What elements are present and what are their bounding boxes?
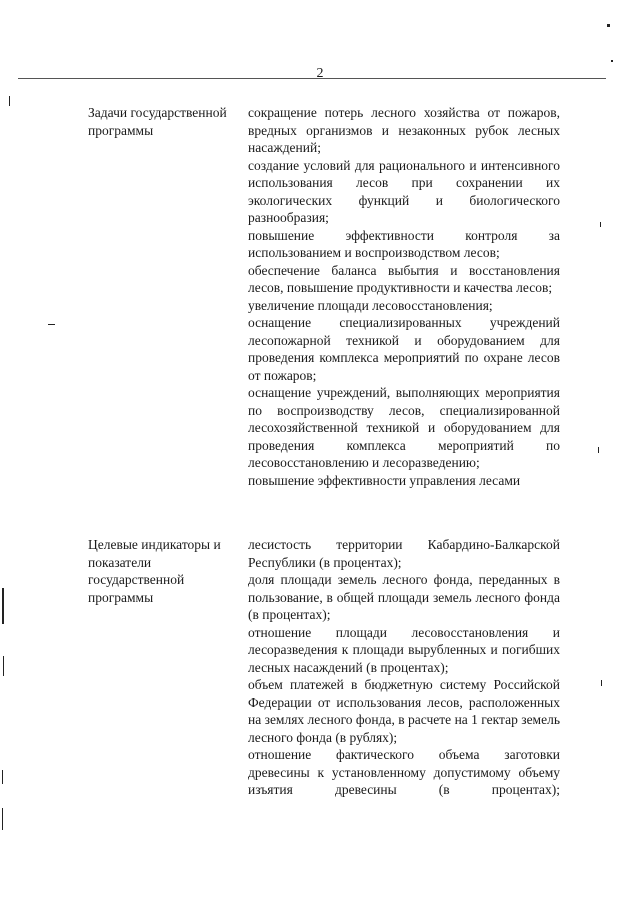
indicators-item: доля площади земель лесного фонда, переданных в пользование, в общей площади земель лесного фонда (в процентах);: [248, 572, 560, 622]
tasks-item: оснащение специализированных учреждений лесопожарной техникой и оборудованием для проведения комплекса мероприятий по охране лесов от пожаров;: [248, 315, 560, 383]
scan-mark: [2, 588, 4, 624]
header-rule: [18, 78, 606, 79]
indicators-label: Целевые индикаторы и показатели государственной программы: [88, 537, 221, 605]
indicators-list: [248, 536, 560, 799]
scan-mark: [598, 447, 599, 453]
scan-mark: [601, 680, 602, 686]
indicators-item: отношение фактического объема заготовки древесины к установленному допустимому объему изъятия древесины (в процентах);: [248, 747, 560, 797]
tasks-item: создание условий для рационального и интенсивного использования лесов при сохранении их экологических функций и биологического разнообразия;: [248, 157, 560, 225]
tasks-item: повышение эффективности управления лесами: [248, 472, 521, 488]
scan-mark: [600, 222, 601, 227]
scan-mark: [607, 24, 610, 27]
scan-mark: [48, 324, 55, 325]
tasks-item: обеспечение баланса выбытия и восстановления лесов, повышение продуктивности и качества лесов;: [248, 262, 560, 295]
scan-mark: [9, 96, 10, 106]
tasks-item: сокращение потерь лесного хозяйства от пожаров, вредных организмов и незаконных рубок лесных насаждений;: [248, 105, 560, 155]
tasks-item: повышение эффективности контроля за использованием и воспроизводством лесов;: [248, 227, 560, 260]
scan-mark: [2, 808, 3, 830]
page-number: 2: [316, 66, 324, 81]
tasks-item: оснащение учреждений, выполняющих мероприятия по воспроизводству лесов, специализированной лесохозяйственной техникой и оборудованием для проведения комплекса мероприятий по лесовосстановлению и лесоразведению;: [248, 385, 560, 470]
indicators-item: объем платежей в бюджетную систему Российской Федерации от использования лесов, расположенных на землях лесного фонда, в расчете на 1 гектар земель лесного фонда (в рублях);: [248, 677, 560, 745]
tasks-list: [248, 104, 560, 489]
scan-mark: [2, 770, 3, 784]
tasks-label: Задачи государственной программы: [88, 105, 227, 138]
tasks-item: увеличение площади лесовосстановления;: [248, 297, 493, 313]
scan-mark: [3, 656, 4, 676]
scan-mark: [611, 60, 613, 62]
indicators-item: лесистость территории Кабардино-Балкарской Республики (в процентах);: [248, 537, 560, 570]
indicators-item: отношение площади лесовосстановления и лесоразведения к площади вырубленных и погибших лесных насаждений (в процентах);: [248, 624, 560, 675]
